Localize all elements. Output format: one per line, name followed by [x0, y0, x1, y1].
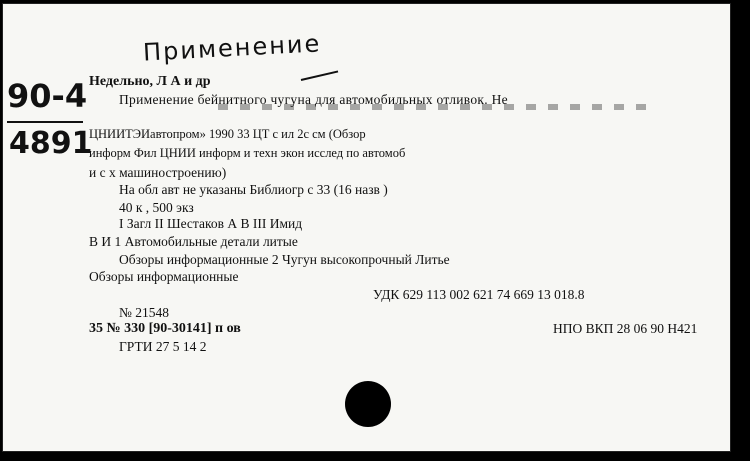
series-line-2: и с х машиностроению)	[89, 165, 227, 180]
code-divider	[7, 121, 83, 123]
udk-line: УДК 629 113 002 621 74 669 13 018.8	[373, 287, 585, 302]
index-line-2: В И 1 Автомобильные детали литые	[89, 234, 298, 249]
title-line: Применение бейнитного чугуна для автомобильных отливок. Не	[119, 92, 508, 107]
number-line: № 21548	[119, 305, 170, 320]
index-line-4: Обзоры информационные	[89, 269, 239, 284]
publisher-line: ЦНИИТЭИавтопром» 1990 33 ЦТ с ил 2с см (Обзор	[89, 127, 366, 141]
npo-line: ГРТИ 27 5 14 2	[119, 339, 207, 354]
handwritten-title: Применение	[142, 29, 322, 67]
authors-line: Недельно, Л А и др	[89, 74, 211, 89]
index-line-1: I Загл II Шестаков А В III Имид	[119, 216, 303, 231]
catalog-card	[2, 3, 731, 452]
handwritten-code-bottom: 4891	[9, 126, 93, 161]
index-line-3: Обзоры информационные 2 Чугун высокопрочный Литье	[119, 252, 450, 267]
pen-stroke	[301, 70, 338, 80]
series-line-1: информ Фил ЦНИИ информ и техн экон исслед по автомоб	[89, 146, 406, 160]
strike-marks	[218, 104, 648, 110]
copies-line: 40 к , 500 экз	[119, 200, 194, 215]
handwritten-code-top: 90-4	[7, 77, 88, 115]
punch-hole	[345, 381, 391, 427]
code-line: НПО ВКП 28 06 90 Н421	[553, 321, 698, 336]
bibliography-line: На обл авт не указаны Библиогр с 33 (16 назв )	[119, 182, 388, 197]
order-line: 35 № 330 [90-30141] п ов	[89, 321, 241, 336]
